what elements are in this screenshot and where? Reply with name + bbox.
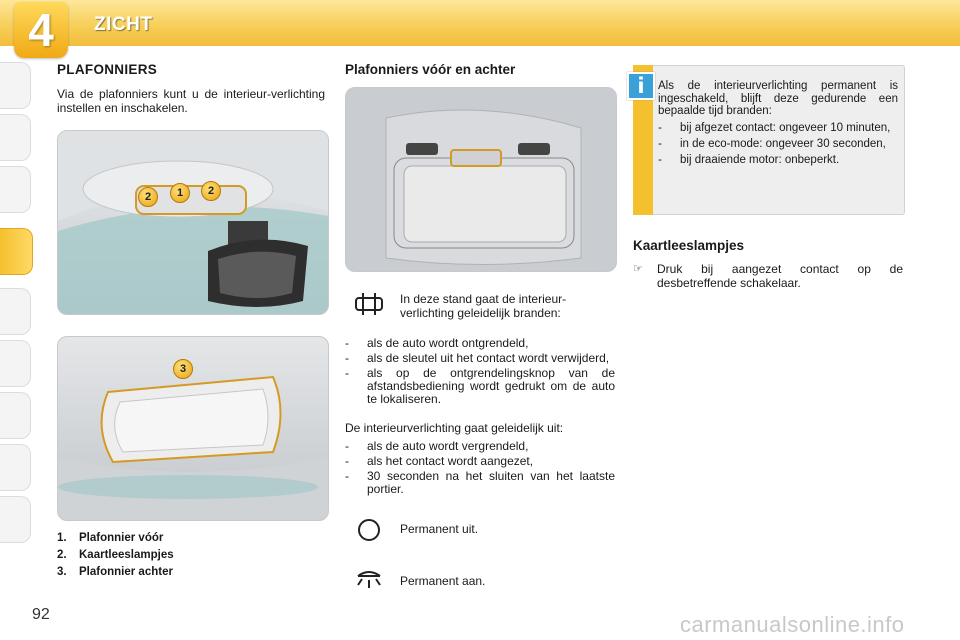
list-item: - in de eco-mode: ongeveer 30 seconden, <box>658 138 886 150</box>
side-chapter-tabs <box>0 62 34 582</box>
side-tab[interactable] <box>0 340 31 387</box>
list-item: - bij draaiende motor: onbeperkt. <box>658 154 840 166</box>
permanent-on-icon[interactable] <box>352 566 386 594</box>
list-item: - als het contact wordt aangezet, <box>345 454 534 468</box>
pointing-hand-icon: ☞ <box>633 263 643 275</box>
list-item: - als de auto wordt ontgrendeld, <box>345 336 529 350</box>
section-title-front-rear: Plafonniers vóór en achter <box>345 62 516 77</box>
legend-item: 1. Plafonnier vóór <box>57 532 164 544</box>
list-item: - als de sleutel uit het contact wordt verwijderd, <box>345 351 610 365</box>
closeup-drawing <box>346 88 616 271</box>
page-number: 92 <box>32 606 50 623</box>
list-item: - als de auto wordt vergrendeld, <box>345 439 529 453</box>
gradual-on-list <box>345 337 615 408</box>
front-ceiling-light-illustration <box>57 130 329 315</box>
callout-marker: 2 <box>201 181 221 201</box>
watermark: carmanualsonline.info <box>680 612 905 637</box>
illustration-legend <box>57 530 174 581</box>
side-tab[interactable] <box>0 62 31 109</box>
mode-off-text: Permanent uit. <box>400 522 479 536</box>
rear-ceiling-light-illustration <box>57 336 329 521</box>
side-tab-active[interactable] <box>0 228 33 275</box>
list-item: - 30 seconden na het sluiten van het laatste portier. <box>345 469 615 496</box>
info-list <box>658 122 898 170</box>
section-title-plafonniers: PLAFONNIERS <box>57 62 158 77</box>
side-tab[interactable] <box>0 392 31 439</box>
callout-marker: 3 <box>173 359 193 379</box>
callout-marker: 1 <box>170 183 190 203</box>
side-tab[interactable] <box>0 288 31 335</box>
map-lights-instruction: ☞ Druk bij aangezet contact op de desbetreffende schakelaar. <box>633 262 903 290</box>
info-text: Als de interieurverlichting permanent is ingeschakeld, blijft deze gedurende een bepaalde tijd branden: <box>658 80 898 117</box>
front-ceiling-drawing <box>58 131 328 314</box>
permanent-off-icon[interactable] <box>352 516 386 544</box>
chapter-title: ZICHT <box>94 14 153 35</box>
side-tab[interactable] <box>0 114 31 161</box>
side-tab[interactable] <box>0 444 31 491</box>
mode-gradual-text: In deze stand gaat de interieur-verlichting geleidelijk branden: <box>400 292 567 320</box>
gradual-off-list <box>345 440 615 498</box>
mode-on-text: Permanent aan. <box>400 574 486 588</box>
chapter-number: 4 <box>28 4 54 56</box>
side-tab[interactable] <box>0 496 31 543</box>
callout-marker: 2 <box>138 187 158 207</box>
door-mode-icon[interactable] <box>352 290 386 318</box>
ceiling-light-closeup-illustration <box>345 87 617 272</box>
legend-item: 3. Plafonnier achter <box>57 566 173 578</box>
gradual-off-intro: De interieurverlichting gaat geleidelijk uit: <box>345 421 564 435</box>
info-icon: i <box>627 72 655 100</box>
intro-text: Via de plafonniers kunt u de interieur-verlichting instellen en inschakelen. <box>57 87 325 115</box>
list-item: - bij afgezet contact: ongeveer 10 minuten, <box>658 122 891 134</box>
legend-item: 2. Kaartleeslampjes <box>57 549 174 561</box>
section-title-map-lights: Kaartleeslampjes <box>633 238 745 253</box>
side-tab[interactable] <box>0 166 31 213</box>
list-item: - als op de ontgrendelingsknop van de afstandsbediening wordt gedrukt om de auto te lokaliseren. <box>345 366 615 406</box>
rear-ceiling-drawing <box>58 337 328 520</box>
